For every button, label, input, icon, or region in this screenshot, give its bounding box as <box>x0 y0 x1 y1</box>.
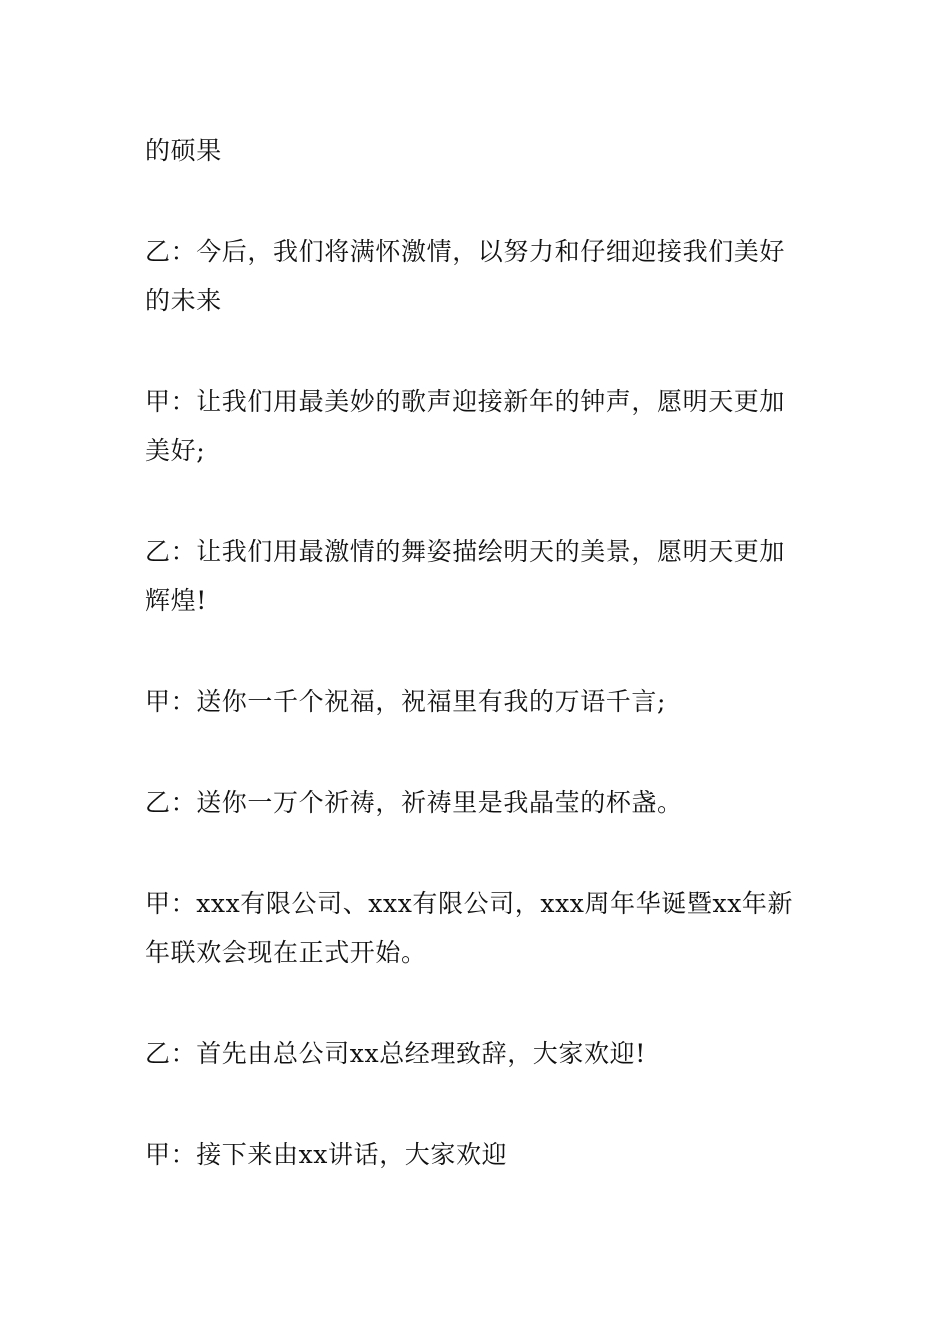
paragraph-line-jia-blessing: 甲：送你一千个祝福，祝福里有我的万语千言; <box>145 687 667 716</box>
paragraph-continuation: 的硕果 <box>145 136 222 165</box>
paragraph-line-jia-opening: 甲：xxx有限公司、xxx有限公司，xxx周年华诞暨xx年新年联欢会现在正式开始。 <box>145 889 794 967</box>
document-body <box>145 126 810 1179</box>
paragraph-line-yi-future: 乙：今后，我们将满怀激情，以努力和仔细迎接我们美好的未来 <box>145 237 786 315</box>
paragraph-line-jia-song: 甲：让我们用最美妙的歌声迎接新年的钟声，愿明天更加美好; <box>145 387 786 465</box>
paragraph-line-yi-prayer: 乙：送你一万个祈祷，祈祷里是我晶莹的杯盏。 <box>145 788 683 817</box>
paragraph-line-jia-next: 甲：接下来由xx讲话，大家欢迎 <box>145 1140 508 1169</box>
paragraph-line-yi-speech: 乙：首先由总公司xx总经理致辞，大家欢迎! <box>145 1039 646 1068</box>
paragraph-line-yi-dance: 乙：让我们用最激情的舞姿描绘明天的美景，愿明天更加辉煌! <box>145 537 786 615</box>
